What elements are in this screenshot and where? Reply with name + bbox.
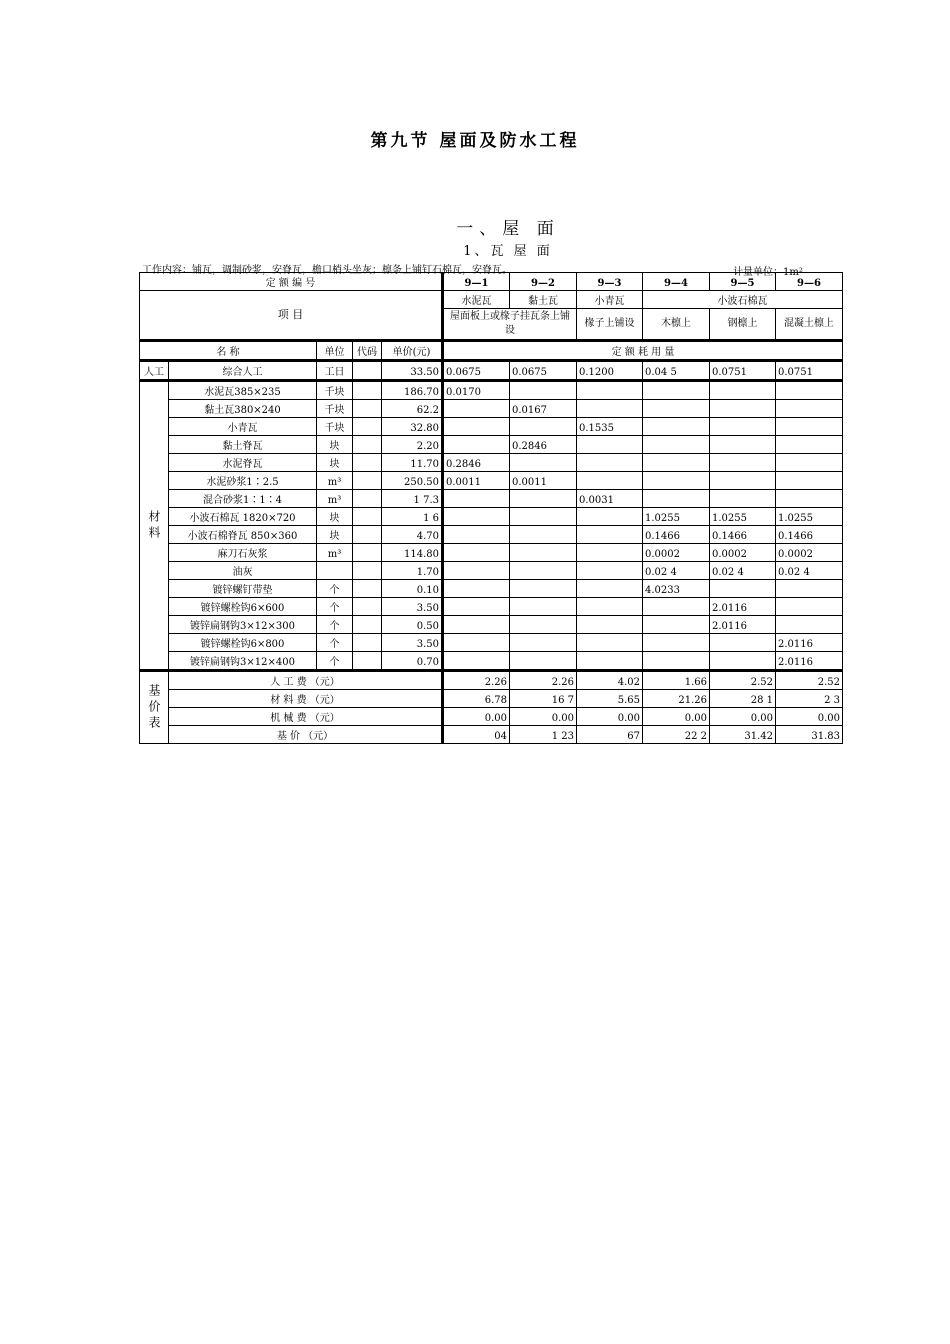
material-name: 镀锌螺栓钩6×800 <box>169 634 317 652</box>
base-price-value: 0.00 <box>710 708 776 726</box>
material-value <box>776 472 843 490</box>
material-value: 4.0233 <box>643 580 710 598</box>
material-row <box>140 436 843 454</box>
materials-group-label: 材料 <box>140 381 169 671</box>
material-value <box>776 598 843 616</box>
material-row <box>140 652 843 671</box>
material-row <box>140 526 843 544</box>
material-name: 麻刀石灰浆 <box>169 544 317 562</box>
material-value <box>643 634 710 652</box>
material-value: 0.0011 <box>510 472 577 490</box>
material-value <box>643 616 710 634</box>
material-value <box>443 544 510 562</box>
material-value: 0.02 4 <box>776 562 843 580</box>
labor-group-label: 人工 <box>140 361 169 381</box>
labor-value: 0.04 5 <box>643 361 710 381</box>
type-cell: 小青瓦 <box>577 291 643 309</box>
code-cell: 9—3 <box>577 273 643 291</box>
material-value: 1.0255 <box>643 508 710 526</box>
material-price: 0.50 <box>382 616 443 634</box>
base-price-value: 0.00 <box>577 708 643 726</box>
quota-no-label: 定 额 编 号 <box>140 273 443 291</box>
material-code <box>353 472 382 490</box>
code-cell: 9—1 <box>443 273 510 291</box>
material-value <box>577 598 643 616</box>
quota-table <box>139 272 843 744</box>
col-unit-header: 单位 <box>317 341 353 361</box>
material-value <box>643 454 710 472</box>
page-title: 第九节 屋面及防水工程 <box>370 131 580 151</box>
base-price-row <box>140 726 843 744</box>
material-value <box>443 634 510 652</box>
material-row <box>140 634 843 652</box>
material-value <box>643 381 710 400</box>
material-name: 小波石棉脊瓦 850×360 <box>169 526 317 544</box>
material-value: 0.02 4 <box>643 562 710 580</box>
material-value <box>510 562 577 580</box>
unit-note: 计量单位：1m² <box>733 267 803 278</box>
base-price-row <box>140 690 843 708</box>
material-value <box>643 436 710 454</box>
material-price: 186.70 <box>382 381 443 400</box>
material-value <box>443 562 510 580</box>
material-value <box>443 490 510 508</box>
material-value <box>643 418 710 436</box>
material-name: 小波石棉瓦 1820×720 <box>169 508 317 526</box>
material-unit: 千块 <box>317 400 353 418</box>
material-value <box>776 400 843 418</box>
material-code <box>353 598 382 616</box>
material-code <box>353 652 382 671</box>
base-price-value: 4.02 <box>577 671 643 690</box>
col-code-header: 代码 <box>353 341 382 361</box>
labor-value: 0.0751 <box>710 361 776 381</box>
material-price: 0.70 <box>382 652 443 671</box>
base-price-row <box>140 671 843 690</box>
material-value <box>577 544 643 562</box>
material-code <box>353 544 382 562</box>
material-price: 1.70 <box>382 562 443 580</box>
material-code <box>353 634 382 652</box>
labor-value: 0.0675 <box>510 361 577 381</box>
base-price-value: 2 3 <box>776 690 843 708</box>
material-value: 1.0255 <box>710 508 776 526</box>
material-code <box>353 490 382 508</box>
material-value <box>577 580 643 598</box>
material-value <box>577 526 643 544</box>
material-row <box>140 418 843 436</box>
base-group-label: 基价表 <box>140 671 169 744</box>
col-name-header: 名 称 <box>140 341 317 361</box>
consumption-header: 定 额 耗 用 量 <box>443 341 843 361</box>
material-row <box>140 400 843 418</box>
base-price-body <box>140 671 843 744</box>
base-price-value: 31.83 <box>776 726 843 744</box>
material-code <box>353 436 382 454</box>
base-price-value: 6.78 <box>443 690 510 708</box>
base-price-value: 31.42 <box>710 726 776 744</box>
material-value <box>577 472 643 490</box>
base-price-value: 67 <box>577 726 643 744</box>
material-value: 0.1535 <box>577 418 643 436</box>
material-name: 黏土脊瓦 <box>169 436 317 454</box>
material-row <box>140 381 843 400</box>
material-name: 水泥瓦385×235 <box>169 381 317 400</box>
labor-value: 0.1200 <box>577 361 643 381</box>
labor-price: 33.50 <box>382 361 443 381</box>
material-value <box>776 454 843 472</box>
material-value <box>510 598 577 616</box>
material-row <box>140 598 843 616</box>
material-value <box>710 418 776 436</box>
labor-value: 0.0751 <box>776 361 843 381</box>
material-name: 镀锌螺栓钩6×600 <box>169 598 317 616</box>
base-price-value: 1.66 <box>643 671 710 690</box>
material-name: 镀锌扁钢钩3×12×400 <box>169 652 317 671</box>
material-value: 0.0002 <box>643 544 710 562</box>
material-value <box>710 400 776 418</box>
material-value <box>776 418 843 436</box>
material-value <box>510 652 577 671</box>
material-value <box>577 381 643 400</box>
material-value <box>710 490 776 508</box>
material-value <box>710 436 776 454</box>
material-unit: 个 <box>317 652 353 671</box>
material-value <box>643 400 710 418</box>
material-value <box>510 381 577 400</box>
material-unit: 千块 <box>317 381 353 400</box>
material-code <box>353 418 382 436</box>
material-unit: 个 <box>317 598 353 616</box>
code-cell: 9—5 <box>710 273 776 291</box>
material-value <box>510 490 577 508</box>
material-value <box>443 436 510 454</box>
material-code <box>353 381 382 400</box>
material-price: 114.80 <box>382 544 443 562</box>
material-row <box>140 508 843 526</box>
material-value: 2.0116 <box>776 634 843 652</box>
material-unit: 块 <box>317 508 353 526</box>
material-name: 镀锌扁钢钩3×12×300 <box>169 616 317 634</box>
material-value: 2.0116 <box>710 598 776 616</box>
base-price-value: 22 2 <box>643 726 710 744</box>
material-value <box>710 454 776 472</box>
material-value <box>710 472 776 490</box>
code-cell: 9—2 <box>510 273 577 291</box>
base-price-label: 机 械 费 （元） <box>169 708 443 726</box>
material-value <box>577 508 643 526</box>
material-unit: 个 <box>317 634 353 652</box>
base-price-value: 28 1 <box>710 690 776 708</box>
material-value: 0.2846 <box>510 436 577 454</box>
base-price-value: 5.65 <box>577 690 643 708</box>
material-value <box>643 472 710 490</box>
method-cell: 混凝土檩上 <box>776 309 843 341</box>
material-value: 0.1466 <box>776 526 843 544</box>
material-value <box>443 616 510 634</box>
base-price-value: 0.00 <box>643 708 710 726</box>
material-value <box>710 652 776 671</box>
material-value <box>510 418 577 436</box>
material-row <box>140 544 843 562</box>
material-value: 0.0011 <box>443 472 510 490</box>
material-price: 4.70 <box>382 526 443 544</box>
material-value <box>443 418 510 436</box>
material-value: 0.02 4 <box>710 562 776 580</box>
material-name: 镀锌螺钉带垫 <box>169 580 317 598</box>
base-price-value: 2.52 <box>776 671 843 690</box>
material-value <box>577 652 643 671</box>
material-value <box>776 381 843 400</box>
base-price-value: 1 23 <box>510 726 577 744</box>
material-unit: 块 <box>317 436 353 454</box>
material-price: 0.10 <box>382 580 443 598</box>
material-value <box>443 652 510 671</box>
work-content: 工作内容：铺瓦，调制砂浆，安脊瓦，檐口梢头坐灰；檩条上铺钉石棉瓦，安脊瓦。 <box>142 265 512 276</box>
material-value <box>643 652 710 671</box>
material-value: 0.0002 <box>776 544 843 562</box>
material-value <box>510 544 577 562</box>
material-value <box>776 616 843 634</box>
material-row <box>140 580 843 598</box>
material-value <box>443 400 510 418</box>
material-row <box>140 454 843 472</box>
base-price-value: 0.00 <box>443 708 510 726</box>
material-price: 32.80 <box>382 418 443 436</box>
material-value <box>510 454 577 472</box>
labor-unit: 工日 <box>317 361 353 381</box>
material-value <box>577 436 643 454</box>
material-row <box>140 562 843 580</box>
material-value <box>643 598 710 616</box>
material-value <box>577 616 643 634</box>
material-value: 0.0170 <box>443 381 510 400</box>
base-price-label: 人 工 费 （元） <box>169 671 443 690</box>
material-value: 0.0002 <box>710 544 776 562</box>
base-price-value: 0.00 <box>776 708 843 726</box>
material-value <box>577 454 643 472</box>
material-value: 0.2846 <box>443 454 510 472</box>
material-unit: m³ <box>317 490 353 508</box>
labor-code <box>353 361 382 381</box>
material-value: 1.0255 <box>776 508 843 526</box>
material-code <box>353 526 382 544</box>
material-value: 0.0167 <box>510 400 577 418</box>
material-value <box>443 580 510 598</box>
base-price-value: 2.52 <box>710 671 776 690</box>
material-name: 油灰 <box>169 562 317 580</box>
labor-value: 0.0675 <box>443 361 510 381</box>
code-cell: 9—6 <box>776 273 843 291</box>
base-price-value: 21.26 <box>643 690 710 708</box>
col-price-header: 单价(元) <box>382 341 443 361</box>
material-name: 水泥脊瓦 <box>169 454 317 472</box>
material-price: 2.20 <box>382 436 443 454</box>
material-value <box>577 400 643 418</box>
material-value <box>643 490 710 508</box>
method-cell: 椽子上铺设 <box>577 309 643 341</box>
material-row <box>140 490 843 508</box>
base-price-value: 04 <box>443 726 510 744</box>
material-price: 1 6 <box>382 508 443 526</box>
material-unit: 块 <box>317 526 353 544</box>
material-price: 1 7.3 <box>382 490 443 508</box>
base-price-value: 2.26 <box>510 671 577 690</box>
item-label: 项 目 <box>140 291 443 341</box>
material-code <box>353 400 382 418</box>
material-value: 0.1466 <box>710 526 776 544</box>
base-price-row <box>140 708 843 726</box>
material-value <box>577 562 643 580</box>
material-value <box>443 598 510 616</box>
material-value: 0.0031 <box>577 490 643 508</box>
material-value <box>510 580 577 598</box>
method-cell: 钢檩上 <box>710 309 776 341</box>
base-price-label: 基 价 （元） <box>169 726 443 744</box>
material-name: 水泥砂浆1∶2.5 <box>169 472 317 490</box>
material-unit: 千块 <box>317 418 353 436</box>
section-heading: 一、屋 面 <box>456 219 560 239</box>
material-value: 2.0116 <box>776 652 843 671</box>
material-value: 0.1466 <box>643 526 710 544</box>
base-price-label: 材 料 费 （元） <box>169 690 443 708</box>
material-price: 11.70 <box>382 454 443 472</box>
material-value <box>577 634 643 652</box>
subsection-heading: 1、瓦 屋 面 <box>463 244 553 259</box>
quota-code-row <box>140 273 843 291</box>
material-price: 62.2 <box>382 400 443 418</box>
material-code <box>353 562 382 580</box>
material-value <box>443 508 510 526</box>
material-value <box>510 526 577 544</box>
method-cell: 木檩上 <box>643 309 710 341</box>
labor-row <box>140 361 843 381</box>
type-row <box>140 291 843 309</box>
column-header-row <box>140 341 843 361</box>
material-price: 250.50 <box>382 472 443 490</box>
material-value <box>510 508 577 526</box>
material-name: 小青瓦 <box>169 418 317 436</box>
material-price: 3.50 <box>382 598 443 616</box>
material-code <box>353 616 382 634</box>
material-unit: 个 <box>317 616 353 634</box>
material-row <box>140 616 843 634</box>
material-value <box>443 526 510 544</box>
material-value <box>776 436 843 454</box>
material-value <box>776 490 843 508</box>
material-unit <box>317 562 353 580</box>
material-unit: m³ <box>317 544 353 562</box>
type-cell: 黏土瓦 <box>510 291 577 309</box>
base-price-value: 16 7 <box>510 690 577 708</box>
material-price: 3.50 <box>382 634 443 652</box>
material-value <box>776 580 843 598</box>
code-cell: 9—4 <box>643 273 710 291</box>
material-value <box>510 634 577 652</box>
material-code <box>353 454 382 472</box>
type-cell: 小波石棉瓦 <box>643 291 843 309</box>
base-price-value: 2.26 <box>443 671 510 690</box>
type-cell: 水泥瓦 <box>443 291 510 309</box>
material-row <box>140 472 843 490</box>
material-code <box>353 580 382 598</box>
material-value: 2.0116 <box>710 616 776 634</box>
material-code <box>353 508 382 526</box>
materials-body <box>140 381 843 671</box>
material-value <box>710 634 776 652</box>
labor-name: 综合人工 <box>169 361 317 381</box>
material-value <box>710 580 776 598</box>
material-name: 黏土瓦380×240 <box>169 400 317 418</box>
material-value <box>510 616 577 634</box>
base-price-value: 0.00 <box>510 708 577 726</box>
material-unit: m³ <box>317 472 353 490</box>
material-name: 混合砂浆1∶1∶4 <box>169 490 317 508</box>
method-cell: 屋面板上或椽子挂瓦条上铺设 <box>443 309 577 341</box>
material-unit: 个 <box>317 580 353 598</box>
material-value <box>710 381 776 400</box>
material-unit: 块 <box>317 454 353 472</box>
